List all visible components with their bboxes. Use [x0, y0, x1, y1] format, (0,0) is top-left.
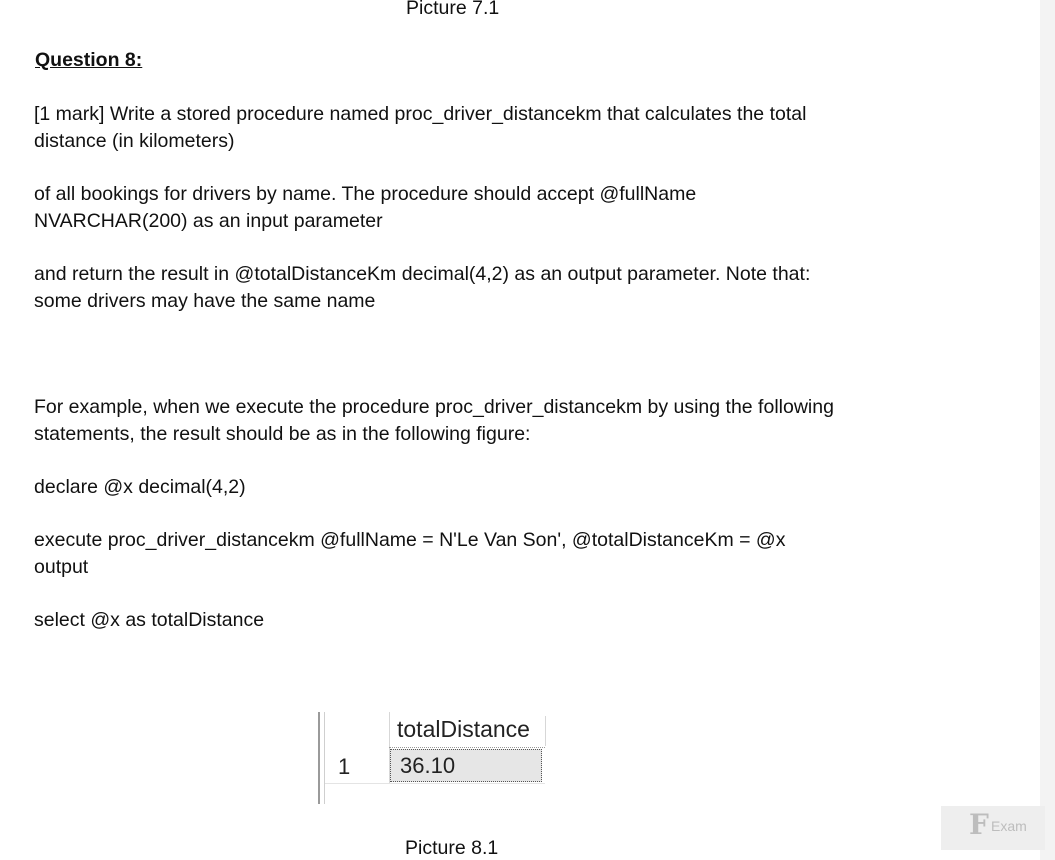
example-paragraph	[34, 394, 914, 448]
question-paragraph	[34, 101, 914, 155]
grid-row-divider	[325, 783, 545, 784]
paragraph-line: output	[34, 556, 89, 578]
grid-frame-border	[318, 712, 320, 804]
grid-column-header: totalDistance	[397, 716, 530, 742]
paragraph-line: For example, when we execute the procedure proc_driver_distancekm by using the following	[34, 396, 834, 418]
grid-column-separator	[545, 716, 546, 746]
paragraph-line: and return the result in @totalDistanceKm decimal(4,2) as an output parameter. Note that:	[34, 263, 811, 285]
paragraph-line: distance (in kilometers)	[34, 130, 235, 152]
paragraph-line: select @x as totalDistance	[34, 609, 265, 631]
watermark-text: Exam	[991, 818, 1027, 834]
question-paragraph	[34, 261, 914, 315]
question-paragraph	[34, 181, 914, 235]
paragraph-line: [1 mark] Write a stored procedure named proc_driver_distancekm that calculates the total	[34, 103, 807, 125]
code-line-declare	[34, 474, 914, 501]
grid-frame-border	[324, 712, 325, 804]
top-figure-caption: Picture 7.1	[406, 0, 500, 19]
paragraph-line: execute proc_driver_distancekm @fullName = N'Le Van Son', @totalDistanceKm = @x	[34, 529, 786, 551]
grid-row-number: 1	[338, 754, 351, 779]
paragraph-line: some drivers may have the same name	[34, 290, 376, 312]
bottom-figure-caption: Picture 8.1	[405, 837, 499, 859]
question-heading: Question 8:	[35, 49, 143, 71]
paragraph-line: statements, the result should be as in the following figure:	[34, 423, 531, 445]
paragraph-line: of all bookings for drivers by name. The procedure should accept @fullName	[34, 183, 697, 205]
page-edge-strip	[1040, 0, 1055, 860]
watermark-logo	[941, 806, 1045, 850]
code-line-execute	[34, 527, 914, 581]
code-line-select	[34, 607, 914, 634]
grid-cell-selected	[390, 749, 542, 782]
grid-cell-value: 36.10	[400, 753, 456, 778]
watermark-logo-mark: F	[969, 808, 989, 841]
paragraph-line: declare @x decimal(4,2)	[34, 476, 246, 498]
paragraph-line: NVARCHAR(200) as an input parameter	[34, 210, 383, 232]
